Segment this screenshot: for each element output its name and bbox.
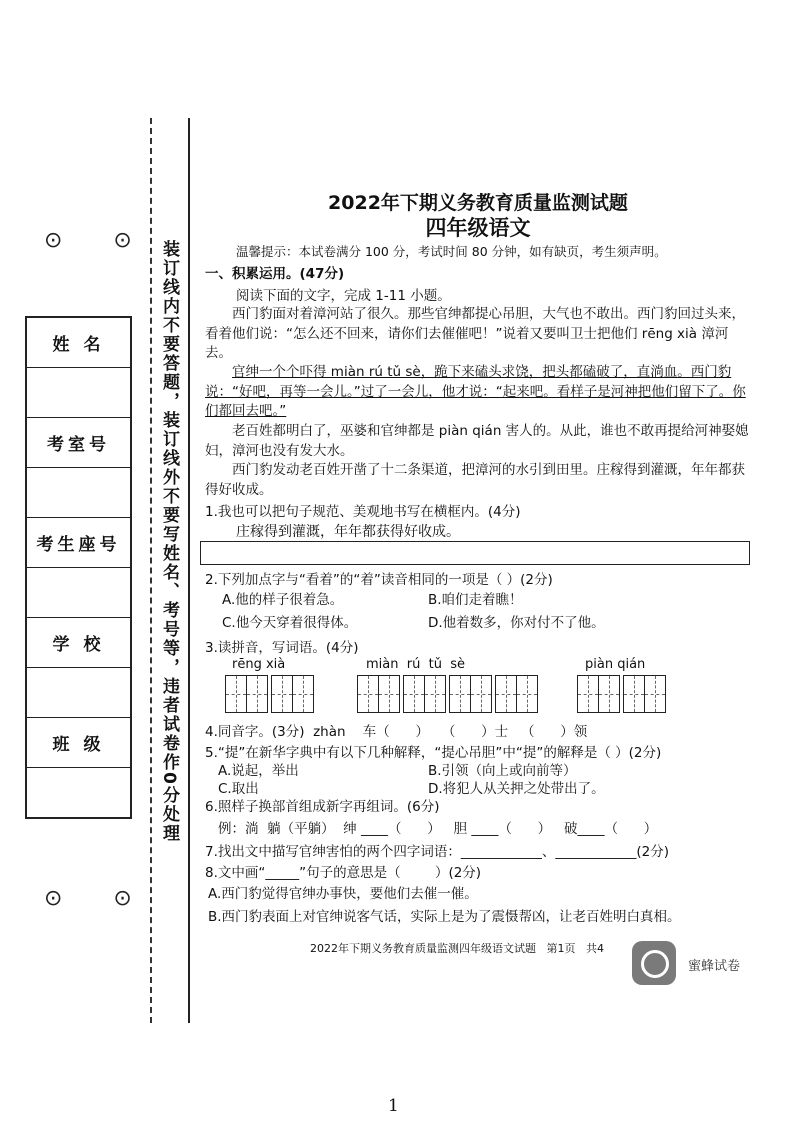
q2-option-c[interactable]: C.他今天穿着很得体。 [222, 615, 358, 631]
exam-subtitle: 四年级语文 [425, 215, 531, 240]
seat-number-label: 考生座号 [26, 518, 131, 568]
binding-holes-bottom: ⊙ ⊙ [44, 886, 154, 911]
grid-cell[interactable] [517, 676, 537, 712]
question-6: 6.照样子换部首组成新字再组词。(6分) [205, 799, 440, 815]
q3-grid-3[interactable] [577, 675, 666, 713]
grid-cell[interactable] [293, 676, 313, 712]
q3-grid-1[interactable] [225, 675, 314, 713]
passage-paragraph-3: 老百姓都明白了，巫婆和官绅都是 piàn qián 害人的。从此，谁也不敢再提给河神娶媳妇，漳河也没有发大水。 [205, 423, 749, 459]
q6-example[interactable]: 例：淌 躺（平躺） 绅 ____（ ） 胆 ____（ ） 破____（ ） [218, 821, 658, 837]
passage-paragraph-4: 西门豹发动老百姓开凿了十二条渠道，把漳河的水引到田里。庄稼得到灌溉，年年都获得好收成。 [205, 462, 745, 498]
grid-cell[interactable] [425, 676, 445, 712]
grid-cell[interactable] [358, 676, 379, 712]
q8-option-b[interactable]: B.西门豹表面上对官绅说客气话，实际上是为了震慑帮凶，让老百姓明白真相。 [208, 909, 681, 925]
grid-cell[interactable] [226, 676, 247, 712]
watermark-logo-icon [632, 941, 676, 985]
passage-paragraph-1: 西门豹面对着漳河站了很久。那些官绅都提心吊胆，大气也不敢出。西门豹回过头来，看着他们说：“怎么还不回来，请你们去催催吧！”说着又要叫卫士把他们 rēng xià 漳河去。 [205, 306, 745, 361]
grid-cell[interactable] [645, 676, 665, 712]
exam-room-field[interactable] [26, 468, 131, 518]
q5-option-d[interactable]: D.将犯人从关押之处带出了。 [428, 781, 605, 797]
school-field[interactable] [26, 668, 131, 718]
q3-pinyin-1: rēng xià [232, 657, 286, 672]
q1-answer-box[interactable] [200, 541, 750, 565]
passage-paragraph-2: 官绅一个个吓得 miàn rú tǔ sè，跪下来磕头求饶，把头都磕破了，直淌血。西门豹说：“好吧，再等一会儿。”过了一会儿，他才说：“起来吧。看样子是河神把他们留下了。你们都回去吧。” [205, 364, 746, 419]
grid-cell[interactable] [404, 676, 425, 712]
q3-pinyin-2: miàn rú tǔ sè [366, 657, 465, 672]
q5-option-a[interactable]: A.说起，举出 [218, 763, 299, 779]
grid-cell[interactable] [379, 676, 399, 712]
section-heading: 一、积累运用。(47分) [205, 266, 345, 282]
binding-warning-text: 装订线内不要答题，装订线外不要写姓名、考号等，违者试卷作0分处理 [159, 240, 179, 843]
grid-cell[interactable] [624, 676, 645, 712]
q5-option-c[interactable]: C.取出 [218, 781, 259, 797]
q3-grid-2[interactable] [357, 675, 538, 713]
q3-pinyin-3: piàn qián [585, 657, 646, 672]
exam-notice: 温馨提示：本试卷满分 100 分，考试时间 80 分钟，如有缺页，考生须声明。 [236, 244, 667, 259]
question-7[interactable]: 7.找出文中描写官绅害怕的两个四字词语：____________、____________(2分) [205, 844, 670, 860]
student-info-table [25, 316, 132, 819]
question-5: 5.“提”在新华字典中有以下几种解释，“提心吊胆”中“提”的解释是（ ）(2分) [205, 745, 662, 761]
question-4: 4.同音字。(3分) zhàn 车（ ） （ ）士 （ ）领 [205, 724, 588, 740]
grid-cell[interactable] [496, 676, 517, 712]
exam-title: 2022年下期义务教育质量监测试题 [328, 192, 628, 214]
grid-cell[interactable] [578, 676, 599, 712]
page-footer: 2022年下期义务教育质量监测四年级语文试题 第1页 共4 [310, 942, 604, 955]
exam-room-label: 考室号 [26, 418, 131, 468]
school-label: 学 校 [26, 618, 131, 668]
binding-holes-top: ⊙ ⊙ [44, 228, 154, 253]
name-field[interactable] [26, 368, 131, 418]
question-1: 1.我也可以把句子规范、美观地书写在横框内。(4分) [205, 504, 521, 520]
name-label: 姓 名 [26, 317, 131, 368]
grid-cell[interactable] [247, 676, 267, 712]
reading-instruction: 阅读下面的文字，完成 1-11 小题。 [236, 288, 451, 304]
grid-cell[interactable] [599, 676, 619, 712]
q2-option-b[interactable]: B.咱们走着瞧！ [428, 592, 523, 608]
binding-solid-line [188, 118, 190, 1023]
page-number: 1 [388, 1096, 399, 1116]
q5-option-b[interactable]: B.引领（向上或向前等） [428, 763, 577, 779]
q1-sentence: 庄稼得到灌溉，年年都获得好收成。 [236, 524, 460, 540]
grid-cell[interactable] [272, 676, 293, 712]
binding-dashed-line [150, 118, 152, 1023]
q2-option-d[interactable]: D.他着数多，你对付不了他。 [428, 615, 605, 631]
seat-number-field[interactable] [26, 568, 131, 618]
grid-cell[interactable] [450, 676, 471, 712]
watermark-text: 蜜蜂试卷 [688, 959, 741, 974]
question-8: 8.文中画“_____”句子的意思是（ ）(2分) [205, 865, 482, 881]
class-field[interactable] [26, 768, 131, 819]
question-3: 3.读拼音，写词语。(4分) [205, 640, 359, 656]
grid-cell[interactable] [471, 676, 491, 712]
question-2: 2.下列加点字与“看着”的“着”读音相同的一项是（ ）(2分) [205, 572, 553, 588]
class-label: 班 级 [26, 718, 131, 768]
q2-option-a[interactable]: A.他的样子很着急。 [222, 592, 344, 608]
q8-option-a[interactable]: A.西门豹觉得官绅办事快，要他们去催一催。 [208, 886, 478, 902]
